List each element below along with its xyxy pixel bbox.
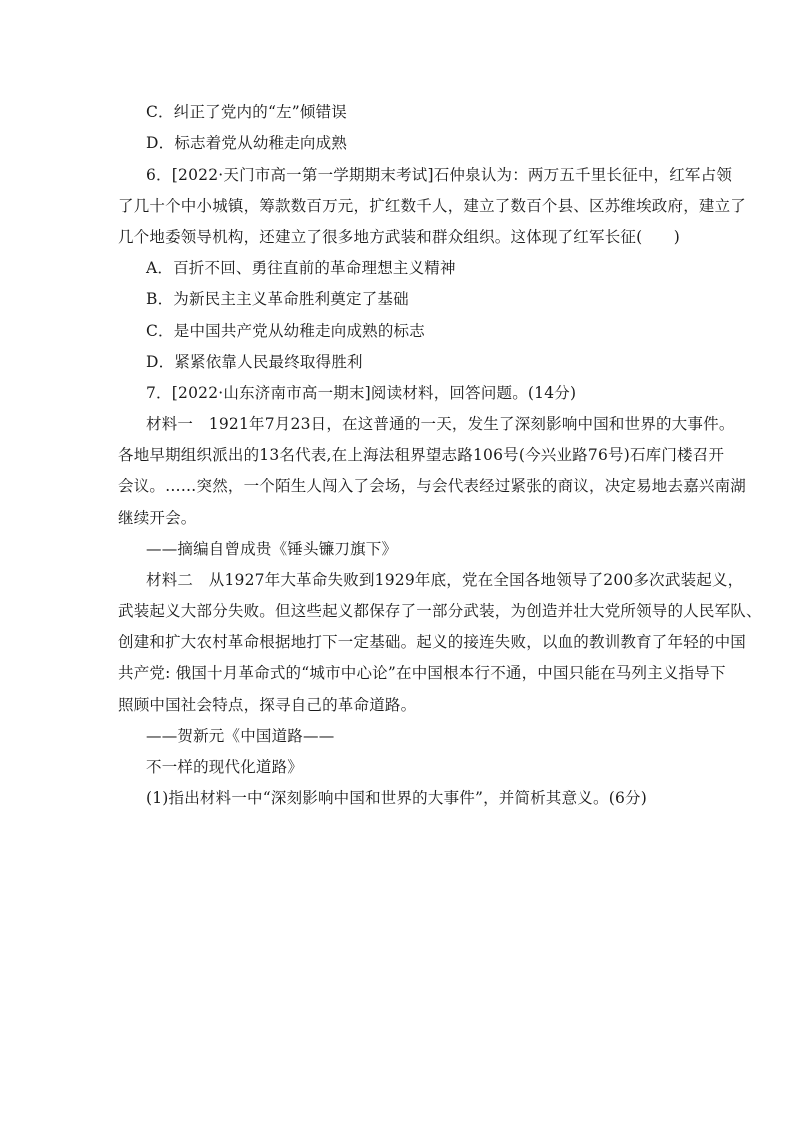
q5-option-d: D．标志着党从幼稚走向成熟 xyxy=(146,134,348,152)
q6-stem-line3: 几个地委领导机构，还建立了很多地方武装和群众组织。这体现了红军长征( ) xyxy=(118,228,680,246)
material2-source-line2: 不一样的现代化道路》 xyxy=(146,758,304,776)
q6-stem-line1: 6．[2022·天门市高一第一学期期末考试]石仲泉认为：两万五千里长征中，红军占领 xyxy=(146,166,733,184)
material2-source-line1: ——贺新元《中国道路—— xyxy=(146,727,335,745)
material1-line1: 材料一 1921年7月23日，在这普通的一天，发生了深刻影响中国和世界的大事件。 xyxy=(146,415,735,433)
material2-line1: 材料二 从1927年大革命失败到1929年底，党在全国各地领导了200多次武装起义， xyxy=(146,571,744,589)
material2-line4: 共产党: 俄国十月革命式的“城市中心论”在中国根本行不通，中国只能在马列主义指导下 xyxy=(118,664,726,682)
material2-line5: 照顾中国社会特点，探寻自己的革命道路。 xyxy=(118,696,417,714)
material1-line2: 各地早期组织派出的13名代表,在上海法租界望志路106号(今兴业路76号)石库门楼召开 xyxy=(118,446,725,464)
q6-option-a: A．百折不回、勇往直前的革命理想主义精神 xyxy=(146,259,456,277)
material1-line4: 继续开会。 xyxy=(118,509,197,527)
material2-line3: 创建和扩大农村革命根据地打下一定基础。起义的接连失败，以血的教训教育了年轻的中国 xyxy=(118,633,747,651)
q6-option-c: C．是中国共产党从幼稚走向成熟的标志 xyxy=(146,322,425,340)
material1-line3: 会议。……突然，一个陌生人闯入了会场，与会代表经过紧张的商议，决定易地去嘉兴南湖 xyxy=(118,477,747,495)
q6-stem-line2: 了几十个中小城镇，筹款数百万元，扩红数千人，建立了数百个县、区苏维埃政府，建立了 xyxy=(118,197,747,215)
q6-option-b: B．为新民主主义革命胜利奠定了基础 xyxy=(146,290,409,308)
q7-subquestion-1: (1)指出材料一中“深刻影响中国和世界的大事件”，并简析其意义。(6分) xyxy=(146,789,647,807)
q5-option-c: C．纠正了党内的“左”倾错误 xyxy=(146,103,348,121)
material1-source: ——摘编自曾成贵《锤头镰刀旗下》 xyxy=(146,540,398,558)
material2-line2: 武装起义大部分失败。但这些起义都保存了一部分武装，为创造并壮大党所领导的人民军队、 xyxy=(118,602,762,620)
q6-option-d: D．紧紧依靠人民最终取得胜利 xyxy=(146,353,363,371)
q7-stem: 7．[2022·山东济南市高一期末]阅读材料，回答问题。(14分) xyxy=(146,384,577,402)
